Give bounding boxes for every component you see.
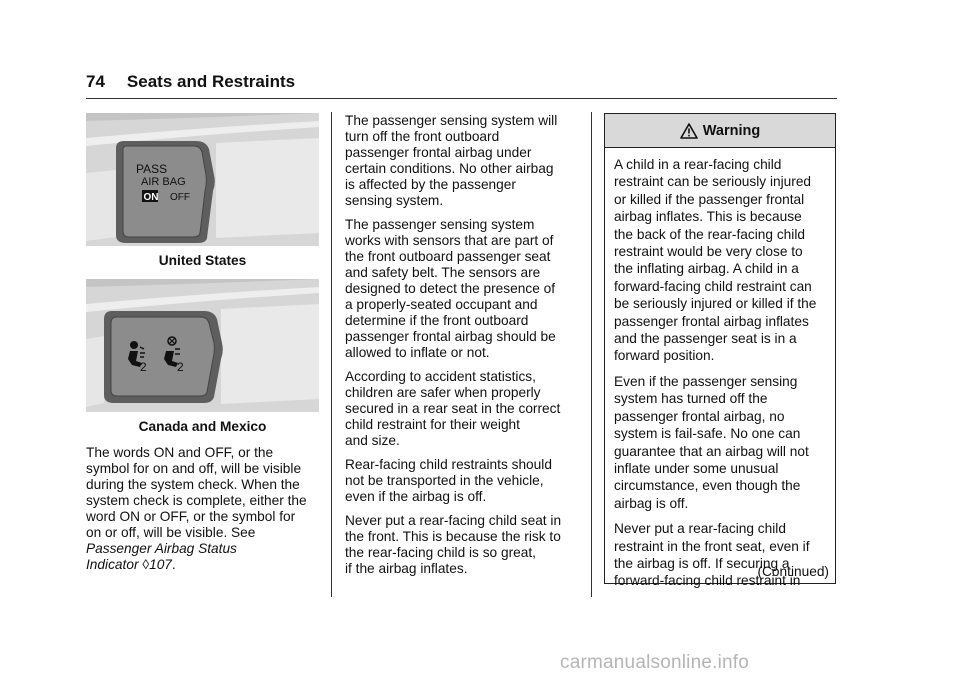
text-line: the inflating airbag. A child in a	[614, 261, 799, 277]
text-line: symbol for on and off, will be visible	[86, 461, 302, 476]
text-line: restraint would be very close to	[614, 244, 803, 260]
icon1-number: 2	[140, 360, 147, 374]
page-number: 74	[86, 72, 105, 91]
text-line: a properly-seated occupant and	[345, 297, 538, 312]
text-line: system has turned off the	[614, 391, 768, 407]
text-line: system check is complete, either the	[86, 493, 307, 508]
text-line: restraint can be seriously injured	[614, 174, 812, 190]
text-line: passenger frontal airbag inflates	[614, 313, 809, 329]
text-line: not be transported in the vehicle,	[345, 473, 544, 488]
text-line: determine if the front outboard	[345, 313, 529, 328]
text-line: allowed to inflate or not.	[345, 345, 490, 360]
figure-caption-canada: Canada and Mexico	[138, 419, 267, 434]
page-ref-number[interactable]: 107	[149, 557, 172, 572]
text-line: airbag inflates. This is because	[614, 209, 802, 225]
page-header	[86, 70, 837, 94]
text-line: turn off the front outboard	[345, 129, 500, 144]
text-line: word ON or OFF, or the symbol for	[86, 509, 296, 524]
text-line: certain conditions. No other airbag	[345, 161, 554, 176]
text-line: passenger frontal airbag under	[345, 145, 532, 160]
watermark: carmanualsonline.info	[560, 652, 750, 673]
cross-reference-link-cont[interactable]: Indicator	[86, 557, 139, 572]
text-line: sensing system.	[345, 193, 444, 208]
text-line: forward-facing child restraint in	[614, 573, 801, 589]
warning-body	[605, 148, 835, 590]
text-line: or killed if the passenger frontal	[614, 191, 805, 207]
panel-on-label: ON	[143, 192, 159, 203]
continued-label: (Continued)	[757, 564, 829, 579]
body-paragraph	[345, 457, 585, 505]
column-1	[86, 113, 322, 581]
text-line: on or off, will be visible. See	[86, 525, 256, 540]
text-line: works with sensors that are part of	[345, 233, 554, 248]
text-line: system is fail-safe. No one can	[614, 426, 801, 442]
warning-triangle-icon	[680, 123, 698, 139]
column-divider-1	[331, 112, 332, 597]
text-line: A child in a rear-facing child	[614, 157, 782, 172]
body-paragraph	[86, 445, 322, 573]
text-line: the front outboard passenger seat	[345, 249, 551, 264]
text-line: passenger frontal airbag, no	[614, 408, 785, 424]
link-end-punct: .	[171, 557, 176, 572]
text-line: the rear-facing child is so great,	[345, 545, 536, 560]
text-line: even if the airbag is off.	[345, 489, 487, 504]
text-line: secured in a rear seat in the correct	[345, 401, 561, 416]
text-line: restraint in the front seat, even if	[614, 538, 810, 554]
panel-text-airbag: AIR BAG	[141, 176, 186, 188]
text-line: The words ON and OFF, or the	[86, 445, 274, 460]
column-divider-2	[591, 112, 592, 597]
text-line: The passenger sensing system will	[345, 113, 558, 128]
text-line: and safety belt. The sensors are	[345, 265, 541, 280]
cross-reference-link[interactable]: Passenger Airbag Status	[86, 541, 237, 556]
text-line: The passenger sensing system	[345, 217, 535, 232]
text-line: forward-facing child restraint can	[614, 278, 812, 294]
icon2-number: 2	[177, 360, 184, 374]
warning-paragraph	[614, 373, 826, 512]
warning-header	[605, 114, 835, 148]
body-paragraph	[345, 513, 585, 577]
body-paragraph	[345, 369, 585, 449]
text-line: According to accident statistics,	[345, 369, 536, 384]
text-line: child restraint for their weight	[345, 417, 520, 432]
page-ref-symbol: ◊	[142, 557, 150, 572]
warning-paragraph	[614, 520, 826, 590]
warning-box	[604, 113, 836, 589]
text-line: during the system check. When the	[86, 477, 300, 492]
text-line: the front. This is because the risk to	[345, 529, 561, 544]
text-line: children are safer when properly	[345, 385, 541, 400]
text-line: and size.	[345, 433, 400, 448]
text-line: Even if the passenger sensing	[614, 373, 798, 389]
figure-caption-us: United States	[158, 253, 247, 268]
text-line: is affected by the passenger	[345, 177, 516, 192]
column-2	[345, 113, 585, 585]
text-line: Never put a rear-facing child	[614, 521, 786, 537]
text-line: if the airbag inflates.	[345, 561, 468, 576]
text-line: Never put a rear-facing child seat in	[345, 513, 562, 528]
us-airbag-indicator-illustration	[86, 113, 319, 246]
panel-text-pass: PASS	[136, 162, 168, 176]
canada-airbag-indicator-illustration	[86, 279, 319, 412]
text-line: the airbag is off. If securing a	[614, 555, 790, 571]
text-line: guarantee that an airbag will not	[614, 443, 809, 459]
body-paragraph	[345, 217, 585, 361]
body-paragraph	[345, 113, 585, 209]
panel-off-label: OFF	[170, 192, 190, 203]
text-line: be seriously injured or killed if the	[614, 296, 817, 312]
text-line: inflate under some unusual	[614, 460, 779, 476]
text-line: and the passenger seat is in a	[614, 331, 797, 347]
text-line: Rear-facing child restraints should	[345, 457, 552, 472]
warning-paragraph	[614, 156, 826, 365]
text-line: airbag is off.	[614, 495, 689, 511]
header-divider	[86, 98, 837, 99]
text-line: designed to detect the presence of	[345, 281, 556, 296]
text-line: circumstance, even though the	[614, 478, 801, 494]
text-line: forward position.	[614, 348, 715, 364]
warning-title: Warning	[702, 122, 761, 139]
text-line: passenger frontal airbag should be	[345, 329, 556, 344]
section-title: Seats and Restraints	[126, 72, 296, 91]
text-line: the back of the rear-facing child	[614, 226, 805, 242]
